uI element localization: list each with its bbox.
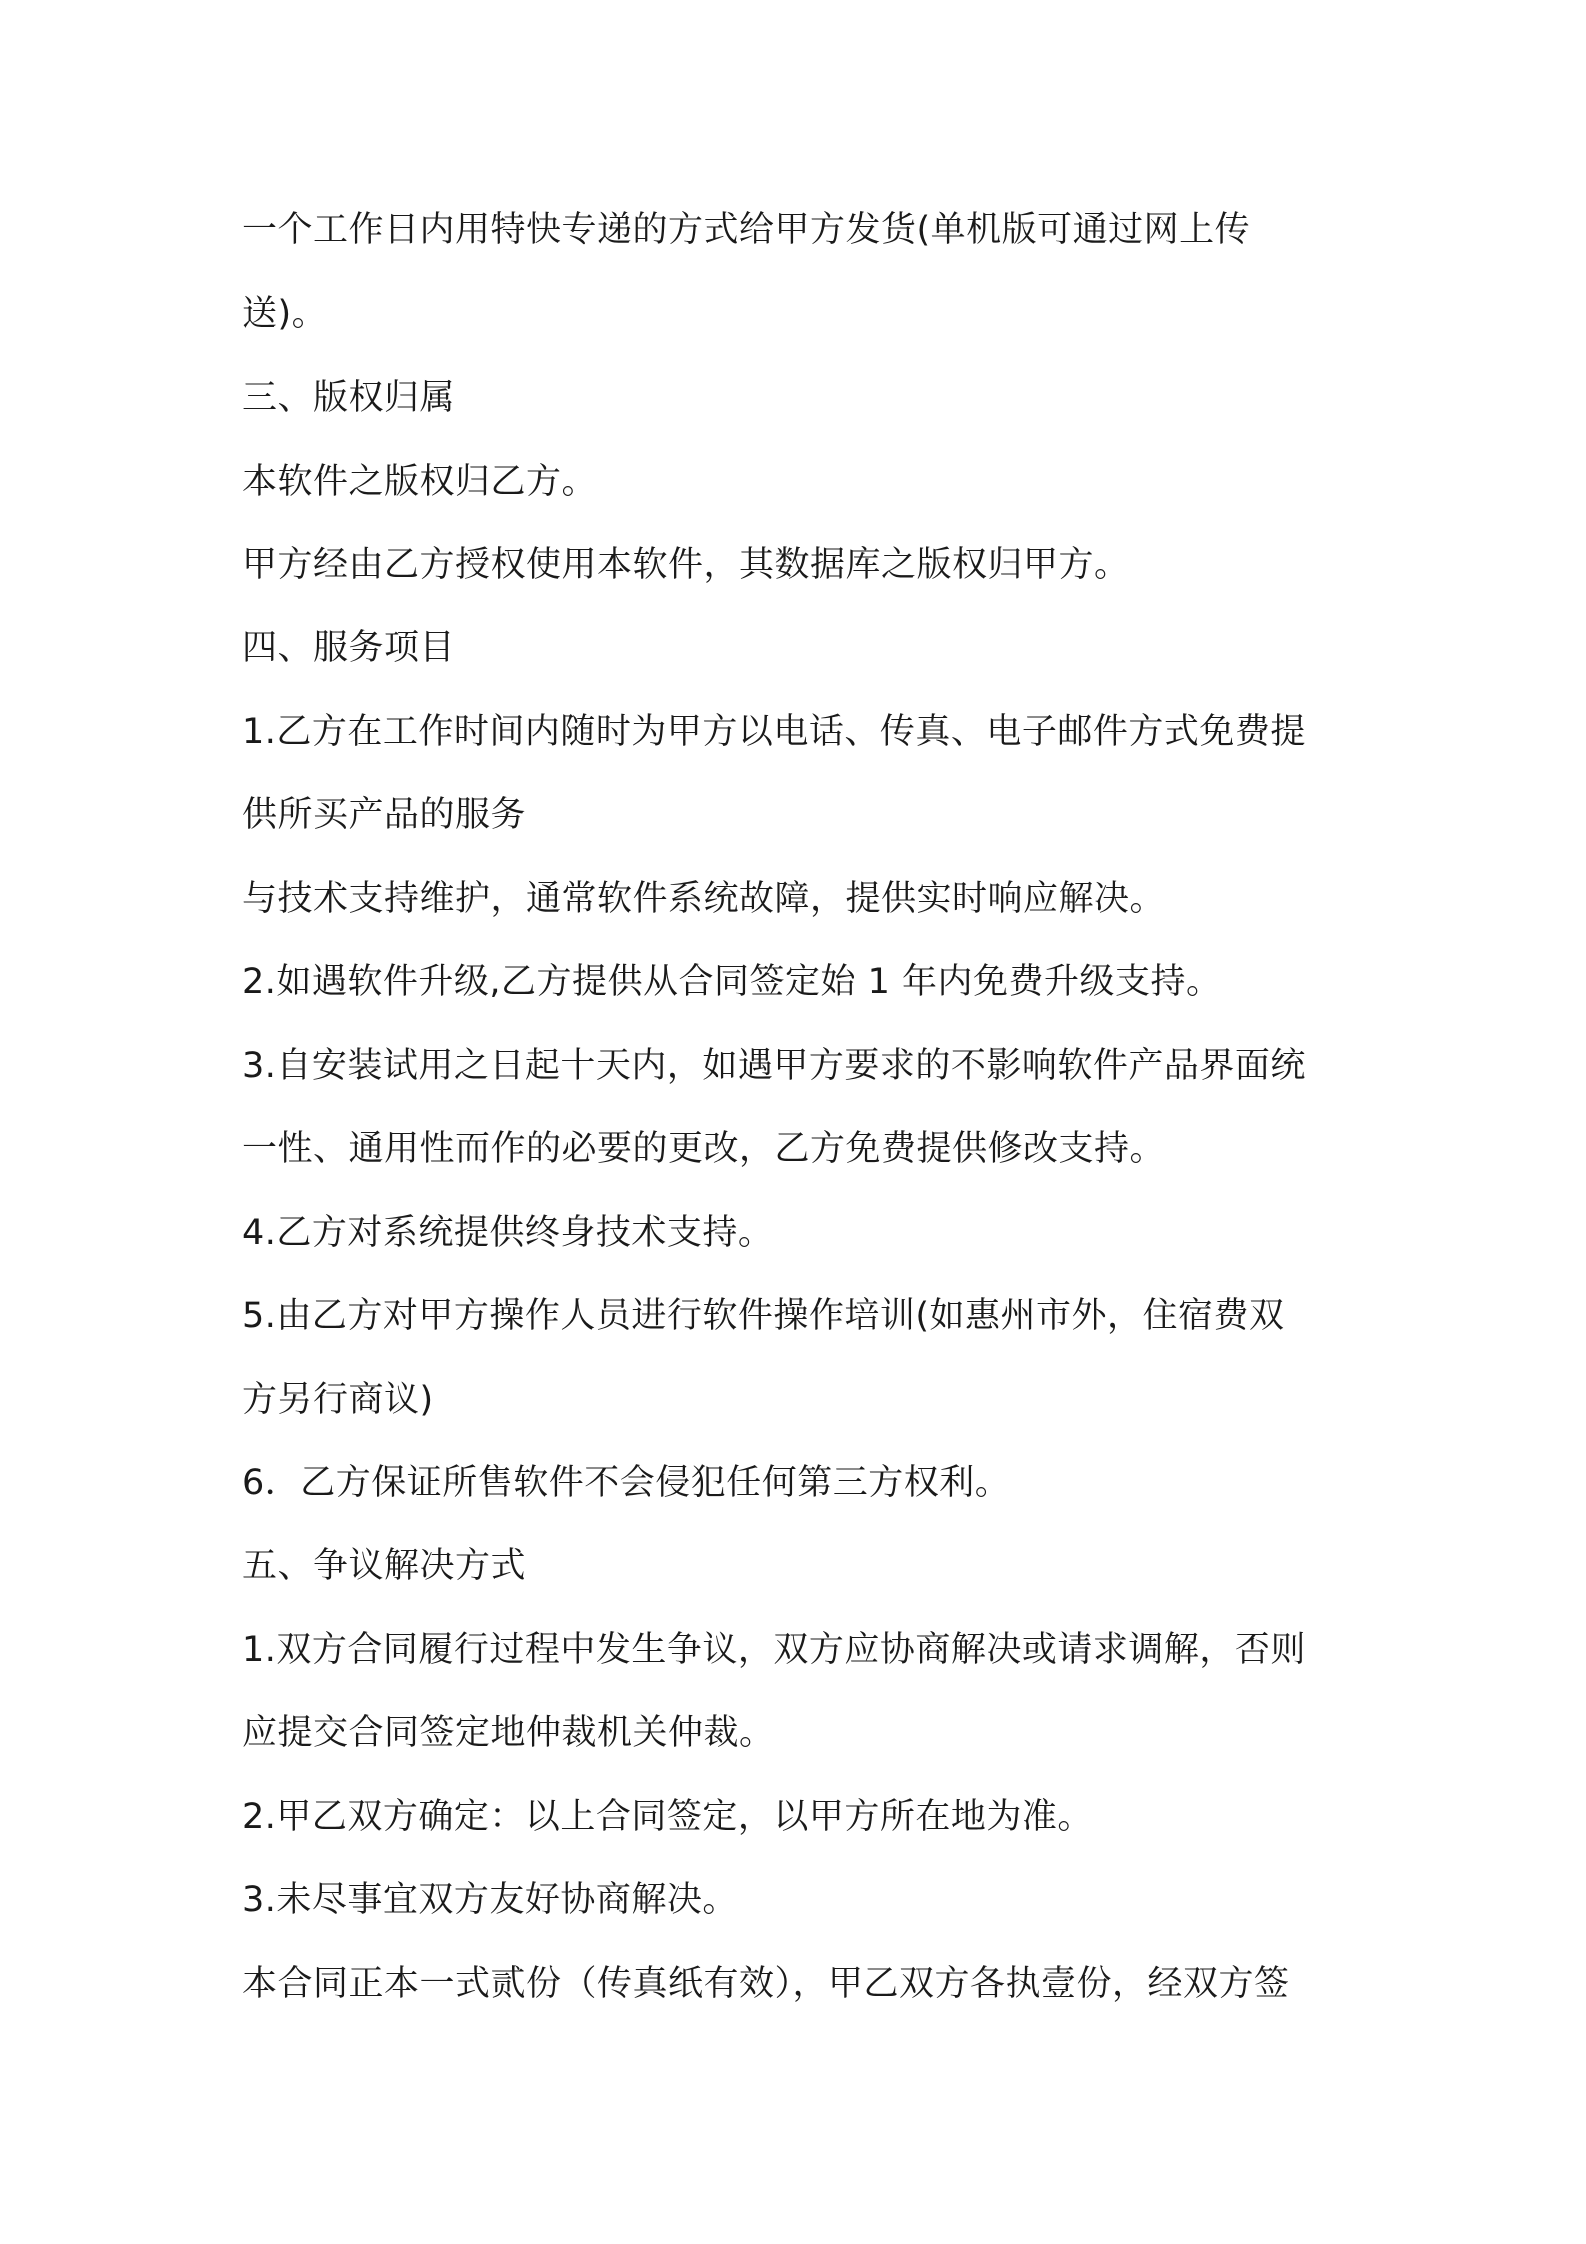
text-line: 2.如遇软件升级,乙方提供从合同签定始 1 年内免费升级支持。 xyxy=(242,962,1222,1002)
text-line: 本软件之版权归乙方。 xyxy=(242,462,598,502)
text-line: 4.乙方对系统提供终身技术支持。 xyxy=(242,1213,774,1253)
text-line: 方另行商议) xyxy=(242,1380,434,1420)
text-line: 供所买产品的服务 xyxy=(242,795,527,835)
text-line: 一个工作日内用特快专递的方式给甲方发货(单机版可通过网上传 xyxy=(242,210,1251,250)
section-heading: 四、服务项目 xyxy=(242,628,456,668)
text-line: 6．乙方保证所售软件不会侵犯任何第三方权利。 xyxy=(242,1463,1011,1503)
section-heading: 三、版权归属 xyxy=(242,378,456,418)
text-line: 与技术支持维护，通常软件系统故障，提供实时响应解决。 xyxy=(242,879,1166,919)
text-line: 甲方经由乙方授权使用本软件，其数据库之版权归甲方。 xyxy=(242,545,1130,585)
section-heading: 五、争议解决方式 xyxy=(242,1546,527,1586)
text-line: 送)。 xyxy=(242,294,328,334)
text-line: 5.由乙方对甲方操作人员进行软件操作培训(如惠州市外，住宿费双 xyxy=(242,1296,1285,1336)
text-line: 1.双方合同履行过程中发生争议，双方应协商解决或请求调解，否则 xyxy=(242,1630,1306,1670)
text-line: 1.乙方在工作时间内随时为甲方以电话、传真、电子邮件方式免费提 xyxy=(242,712,1306,752)
text-line: 一性、通用性而作的必要的更改，乙方免费提供修改支持。 xyxy=(242,1129,1166,1169)
text-line: 3.自安装试用之日起十天内，如遇甲方要求的不影响软件产品界面统 xyxy=(242,1046,1306,1086)
text-line: 本合同正本一式贰份（传真纸有效），甲乙双方各执壹份，经双方签 xyxy=(242,1964,1290,2004)
text-line: 2.甲乙双方确定：以上合同签定，以甲方所在地为准。 xyxy=(242,1797,1093,1837)
text-line: 应提交合同签定地仲裁机关仲裁。 xyxy=(242,1713,775,1753)
text-line: 3.未尽事宜双方友好协商解决。 xyxy=(242,1880,738,1920)
